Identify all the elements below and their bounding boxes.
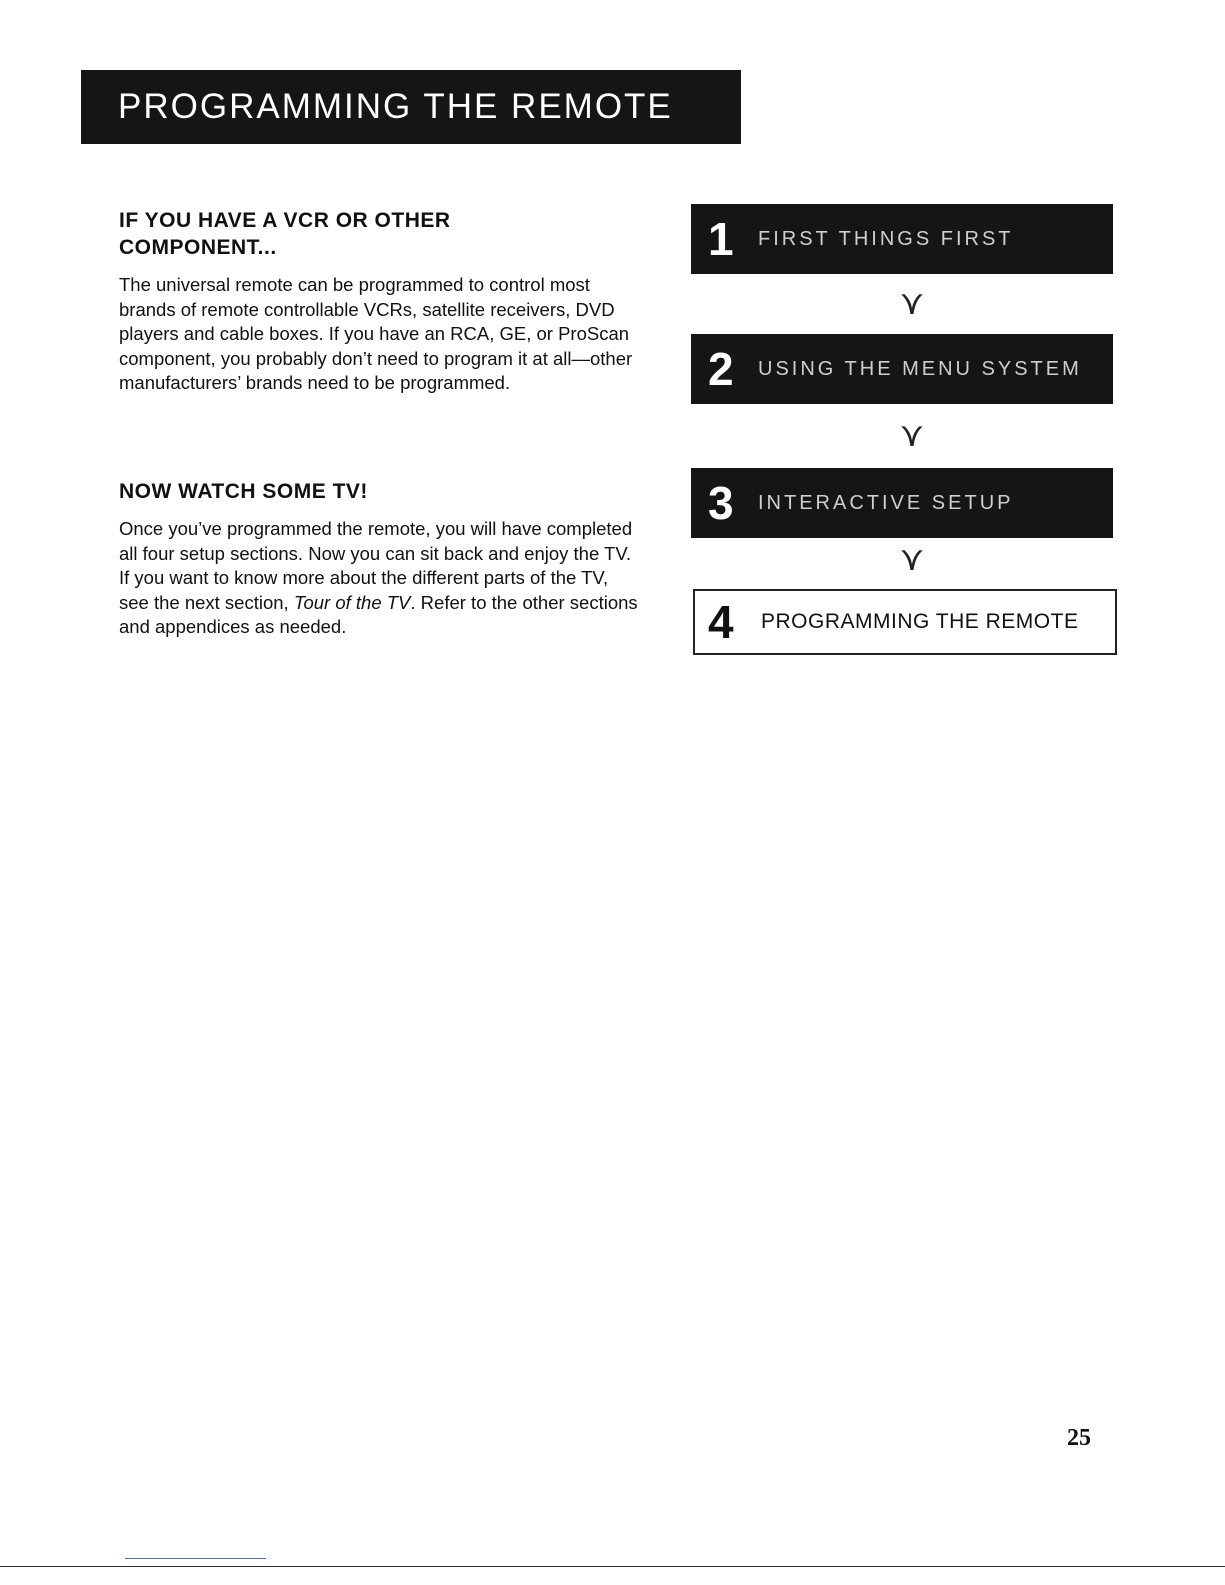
down-arrow-icon: ⋎ (899, 539, 925, 579)
step-1-box (691, 204, 1113, 274)
step-3-label: INTERACTIVE SETUP (758, 491, 1014, 514)
step-2-box (691, 334, 1113, 404)
body-text-part-2: . Refer to the other sections and appendices as needed. (119, 591, 638, 637)
page-number: 25 (1067, 1425, 1091, 1451)
tour-of-tv-reference: Tour of the TV (293, 591, 411, 613)
step-3-box (691, 468, 1113, 538)
heading-line-1: IF YOU HAVE A VCR OR OTHER (119, 209, 451, 232)
page-title: PROGRAMMING THE REMOTE (118, 87, 673, 126)
step-4-box-current (693, 589, 1117, 655)
down-arrow-icon: ⋎ (899, 415, 925, 455)
down-arrow-icon: ⋎ (899, 283, 925, 323)
step-1-number: 1 (708, 213, 734, 265)
section-vcr-heading (119, 207, 639, 261)
section-watch-tv-heading: NOW WATCH SOME TV! (119, 480, 368, 503)
step-2-number: 2 (708, 343, 734, 395)
section-vcr-body: The universal remote can be programmed to control most brands of remote controllable VCRs, satellite receivers, DVD players and cable boxes. If you have an RCA, GE, or ProScan component, you probably don’t need to program it at all—other manufacturers’ brands need to be programmed. (119, 274, 633, 393)
section-watch-tv (119, 478, 639, 640)
page-title-bar (81, 70, 741, 144)
step-2-label: USING THE MENU SYSTEM (758, 357, 1082, 380)
step-1-label: FIRST THINGS FIRST (758, 227, 1014, 250)
section-watch-tv-body (119, 517, 639, 640)
step-3-number: 3 (708, 477, 734, 529)
body-text-part-1: Once you’ve programmed the remote, you will have completed all four setup sections. Now you can sit back and enjoy the TV. If you want to know more about the different parts of the TV, see the next section, (119, 518, 633, 613)
section-vcr (119, 207, 639, 396)
footer-link-underline (125, 1558, 266, 1559)
footer-divider (0, 1566, 1225, 1567)
step-4-number: 4 (708, 596, 734, 648)
heading-line-2: COMPONENT... (119, 236, 277, 259)
step-4-label: PROGRAMMING THE REMOTE (761, 610, 1079, 633)
